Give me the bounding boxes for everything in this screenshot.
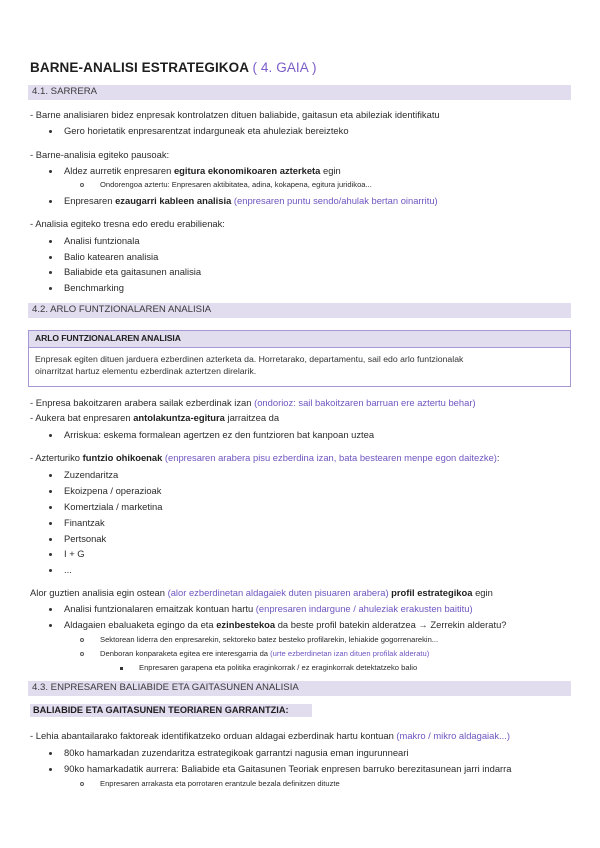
text-line: - Aukera bat enpresaren antolakuntza-egitura jarraitzea da [30, 412, 280, 423]
text-line: - Enpresa bakoitzaren arabera sailak ezberdinak izan (ondorioz: sail bakoitzaren barruan ere aztertu behar) [30, 397, 476, 408]
section-heading: 4.3. ENPRESAREN BALIABIDE ETA GAITASUNEN ANALISIA [32, 682, 299, 693]
list-item: Balio katearen analisia [64, 251, 159, 262]
bullet-icon [49, 287, 52, 290]
bullet-icon [49, 624, 52, 627]
list-item: Aldez aurretik enpresaren egitura ekonomikoaren azterketa egin [64, 165, 341, 176]
text-line: - Barne analisiaren bidez enpresak kontrolatzen dituen baliabide, gaitasun eta abileziak identifikatu [30, 109, 440, 120]
bullet-icon [49, 768, 52, 771]
text-line: - Barne-analisia egiteko pausoak: [30, 149, 170, 160]
list-item: Baliabide eta gaitasunen analisia [64, 266, 202, 277]
bullet-icon [49, 538, 52, 541]
list-item: ... [64, 564, 72, 575]
list-item: 80ko hamarkadan zuzendaritza estrategikoak garrantzi nagusia eman ingurunneari [64, 747, 409, 758]
list-item: Finantzak [64, 517, 105, 528]
text-line: Alor guztien analisia egin ostean (alor ezberdinetan aldagaiek duten pisuaren arabera) profil estrategikoa egin [30, 587, 493, 598]
bullet-icon [49, 256, 52, 259]
list-subitem: Sektorean liderra den enpresarekin, sektoreko batez besteko profilarekin, lehiakide gogorrenarekin... [100, 635, 439, 644]
bullet-icon [49, 271, 52, 274]
bullet-icon [49, 434, 52, 437]
list-item: Pertsonak [64, 533, 107, 544]
text-line: - Analisia egiteko tresna edo eredu erabilienak: [30, 218, 225, 229]
list-subitem: Enpresaren arrakasta eta porrotaren erantzule bezala definitzen dituzte [100, 779, 340, 788]
bullet-icon [49, 200, 52, 203]
section-heading: 4.1. SARRERA [32, 86, 98, 97]
list-subitem: Denboran konparaketa egitea ere interesgarria da (urte ezberdinetan izan dituen profilak alderatu) [100, 649, 430, 658]
list-item: Analisi funtzionala [64, 235, 140, 246]
bullet-icon [49, 522, 52, 525]
list-item: 90ko hamarkadatik aurrera: Baliabide eta Gaitasunen Teoriak enpresen barruko berezitasunean jarri indarra [64, 763, 512, 774]
bullet-icon [49, 569, 52, 572]
list-item: Komertziala / marketina [64, 501, 163, 512]
list-subitem: Ondorengoa aztertu: Enpresaren aktibitatea, adina, kokapena, egitura juridikoa... [100, 180, 372, 189]
list-subitem: Enpresaren garapena eta politika eraginkorrak / ez eraginkorrak detektatzeko balio [139, 663, 418, 672]
list-item: Arriskua: eskema formalean agertzen ez den funtzioren bat kanpoan uztea [64, 429, 375, 440]
title-main: BARNE-ANALISI ESTRATEGIKOA [30, 60, 249, 75]
bullet-icon [49, 608, 52, 611]
section-band-4-3 [28, 681, 571, 696]
bullet-icon [49, 752, 52, 755]
list-item: Analisi funtzionalaren emaitzak kontuan hartu (enpresaren indargune / ahuleziak erakusten baititu) [64, 603, 473, 614]
text-line: - Azterturiko funtzio ohikoenak (enpresaren arabera pisu ezberdina izan, bata bestearen menpe egon daitezke): [30, 452, 500, 463]
list-item: Benchmarking [64, 282, 124, 293]
bullet-icon [49, 506, 52, 509]
list-item: Enpresaren ezaugarri kableen analisia (enpresaren puntu sendo/ahulak bertan oinarritu) [64, 195, 438, 206]
definition-box-header [29, 331, 570, 348]
bullet-icon [49, 240, 52, 243]
section-band-4-1 [28, 85, 571, 100]
list-item: Aldagaien ebaluaketa egingo da eta ezinbestekoa da beste profil batekin alderatzea → Zerrekin alderatu? [64, 619, 507, 630]
bullet-icon [49, 490, 52, 493]
section-band-4-2 [28, 303, 571, 318]
definition-box [28, 330, 571, 387]
title-tag: ( 4. GAIA ) [252, 60, 317, 75]
section-heading: 4.2. ARLO FUNTZIONALAREN ANALISIA [32, 304, 212, 315]
bullet-icon [49, 130, 52, 133]
definition-box-title: ARLO FUNTZIONALAREN ANALISIA [35, 333, 181, 343]
list-item: Ekoizpena / operazioak [64, 485, 162, 496]
page-title [30, 60, 317, 75]
bullet-icon [49, 170, 52, 173]
definition-box-body: Enpresak egiten dituen jarduera ezberdinen azterketa da. Horretarako, departamentu, sail edo arlo funtzionalak oinarritzat hartuz elementu ezberdinak aztertzen direlarik. [35, 354, 464, 376]
list-item: Gero horietatik enpresarentzat indarguneak eta ahuleziak bereizteko [64, 125, 349, 136]
circle-bullet-icon [80, 183, 84, 187]
circle-bullet-icon [80, 652, 84, 656]
square-bullet-icon [120, 667, 123, 670]
bullet-icon [49, 553, 52, 556]
circle-bullet-icon [80, 782, 84, 786]
bullet-icon [49, 474, 52, 477]
text-line: - Lehia abantailarako faktoreak identifikatzeko orduan aldagai ezberdinak hartu kontuan (makro / mikro aldagaiak...) [30, 730, 510, 741]
highlighted-subheading: BALIABIDE ETA GAITASUNEN TEORIAREN GARRANTZIA: [30, 704, 312, 717]
circle-bullet-icon [80, 638, 84, 642]
list-item: I + G [64, 548, 85, 559]
list-item: Zuzendaritza [64, 469, 119, 480]
